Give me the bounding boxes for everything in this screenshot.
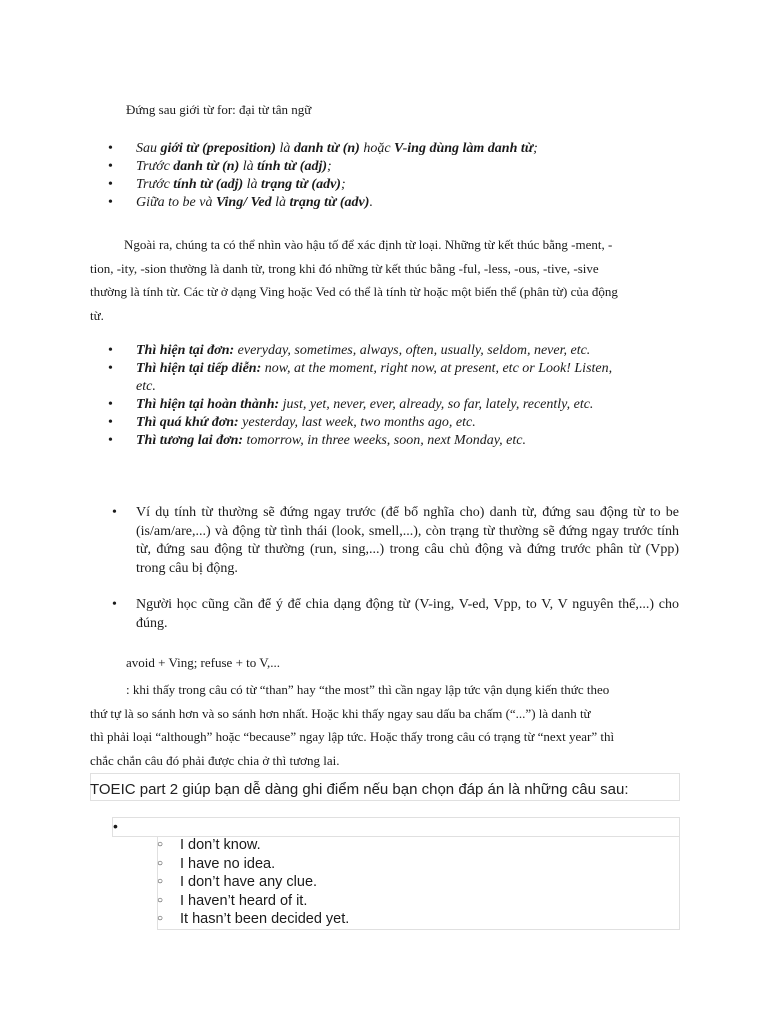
note-text: Người học cũng cần để ý để chia dạng động từ (V-ing, V-ed, Vpp, to V, V nguyên thể,...) cho đúng. (136, 597, 679, 631)
tense-name: Thì hiện tại đơn: (136, 343, 235, 358)
bold-term: giới từ (preposition) (160, 141, 276, 156)
bold-term: V-ing dùng làm danh từ (394, 141, 534, 156)
circle-bullet-icon: ○ (157, 857, 164, 869)
list-item: • Thì hiện tại tiếp diễn: now, at the moment, right now, at present, etc or Look! Listen, etc. (108, 361, 613, 394)
rule-text (136, 176, 538, 194)
rule-fragment: ; (327, 159, 332, 174)
tense-name: Thì hiện tại tiếp diễn: (136, 361, 262, 376)
rule-fragment: ; (533, 141, 538, 156)
rule-text (136, 194, 538, 212)
answer-text: I haven’t heard of it. (180, 892, 308, 909)
tense-examples: now, at the moment, right now, at present, etc or Look! Listen, (264, 361, 613, 376)
paragraph-line: Ngoài ra, chúng ta có thể nhìn vào hậu tố để xác định từ loại. Những từ kết thúc bằng -ment, - (124, 237, 613, 252)
rule-fragment: là (271, 195, 290, 210)
bullet-dot: • (112, 597, 117, 612)
bold-term: tính từ (adj) (257, 159, 327, 174)
paragraph-line: tion, -ity, -sion thường là danh từ, trong khi đó những từ kết thúc bằng -ful, -less, -ous, -tive, -sive (90, 260, 599, 276)
list-item: • Sau giới từ (preposition) là danh từ (n) hoặc V-ing dùng làm danh từ; (108, 141, 538, 156)
rule-fragment: . (369, 195, 373, 210)
rule-fragment: hoặc (359, 141, 395, 156)
note-item (112, 504, 679, 578)
bullet-dot: • (113, 818, 118, 834)
circle-bullet-icon: ○ (157, 894, 164, 906)
tenses-list (108, 342, 613, 450)
answer-text: It hasn’t been decided yet. (180, 911, 350, 927)
tense-examples: everyday, sometimes, always, often, usually, seldom, never, etc. (237, 343, 591, 358)
circle-bullet-icon: ○ (157, 913, 164, 924)
list-item: • Thì hiện tại hoàn thành: just, yet, never, ever, already, so far, lately, recently, etc. (108, 397, 594, 412)
tense-examples-cont: etc. (136, 379, 156, 394)
bold-term: Ving/ Ved (215, 195, 272, 210)
answer-text: I don’t know. (180, 837, 261, 853)
list-item: • Trước tính từ (adj) là trạng từ (adv); (112, 176, 538, 194)
tense-examples: tomorrow, in three weeks, soon, next Monday, etc. (246, 433, 526, 448)
list-item: • Trước danh từ (n) là tính từ (adj); (112, 158, 538, 176)
intro-line: Đứng sau giới từ for: đại từ tân ngữ (126, 102, 312, 117)
tense-name: Thì hiện tại hoàn thành: (136, 397, 280, 412)
bullet-frame (112, 817, 680, 837)
rule-fragment: Trước (136, 177, 174, 192)
rule-text (136, 158, 538, 176)
paragraph-line: từ. (90, 307, 104, 323)
tense-examples: yesterday, last week, two months ago, etc. (242, 415, 476, 430)
circle-bullet-icon: ○ (157, 839, 164, 850)
bold-term: tính từ (adj) (173, 177, 244, 192)
note-item (112, 596, 679, 633)
rule-fragment: Trước (136, 159, 174, 174)
rule-fragment: là (275, 141, 294, 156)
bold-term: trạng từ (adv) (261, 177, 341, 192)
bold-term: danh từ (n) (173, 159, 240, 174)
answer-text: I have no idea. (180, 855, 276, 872)
paragraph-line: : khi thấy trong câu có từ “than” hay “the most” thì cần ngay lập tức vận dụng kiến thức theo (126, 682, 610, 697)
rule-fragment: là (243, 177, 262, 192)
bold-term: trạng từ (adv) (289, 195, 370, 210)
rule-fragment: ; (340, 177, 346, 192)
paragraph-line: thường là tính từ. Các từ ở dạng Ving hoặc Ved có thể là tính từ hoặc một biến thể (phân từ) của động (90, 284, 618, 299)
tense-examples: just, yet, never, ever, already, so far, lately, recently, etc. (282, 397, 594, 412)
bold-term: danh từ (n) (293, 141, 360, 156)
tense-name: Thì quá khứ đơn: (136, 415, 239, 430)
rule-text (136, 140, 538, 158)
circle-bullet-icon: ○ (157, 876, 164, 887)
than-paragraph (90, 678, 614, 772)
list-item: • Giữa to be và Ving/ Ved là trạng từ (adv). (112, 194, 538, 212)
paragraph-line: thứ tự là so sánh hơn và so sánh hơn nhất. Hoặc khi thấy ngay sau dấu ba chấm (“...”) là danh từ (90, 705, 591, 721)
list-item: • Thì hiện tại đơn: everyday, sometimes, always, often, usually, seldom, never, etc. (108, 343, 591, 358)
rule-fragment: là (239, 159, 258, 174)
toeic-heading: TOEIC part 2 giúp bạn dễ dàng ghi điểm nếu bạn chọn đáp án là những câu sau: (90, 781, 629, 798)
rule-fragment: Giữa to be và (136, 195, 216, 210)
list-item: • Thì quá khứ đơn: yesterday, last week, two months ago, etc. (108, 415, 476, 430)
paragraph-line: thì phải loại “although” hoặc “because” ngay lập tức. Hoặc thấy trong câu có trạng từ “next year” thì (90, 729, 615, 744)
suffix-paragraph (90, 233, 618, 327)
rule-fragment: Sau (136, 141, 161, 156)
paragraph-line: chắc chắn câu đó phải được chia ở thì tương lai. (90, 752, 340, 768)
list-item: • Thì tương lai đơn: tomorrow, in three weeks, soon, next Monday, etc. (108, 433, 526, 448)
answer-text: I don’t have any clue. (180, 874, 318, 890)
verb-forms-line: avoid + Ving; refuse + to V,... (126, 655, 280, 670)
bullet-dot: • (112, 505, 117, 520)
tense-name: Thì tương lai đơn: (136, 433, 244, 448)
note-text: Ví dụ tính từ thường sẽ đứng ngay trước (để bổ nghĩa cho) danh từ, đứng sau động từ to be (is/am/are,...) và động từ tình thái (look, smell,...), còn trạng từ thường sẽ đứng ngay trước tính từ, đứng sau động từ thường (run, sing,...) trong câu chủ động và đứng trước phân từ (Vpp) trong câu bị động. (136, 505, 679, 576)
rules-list (108, 140, 538, 212)
